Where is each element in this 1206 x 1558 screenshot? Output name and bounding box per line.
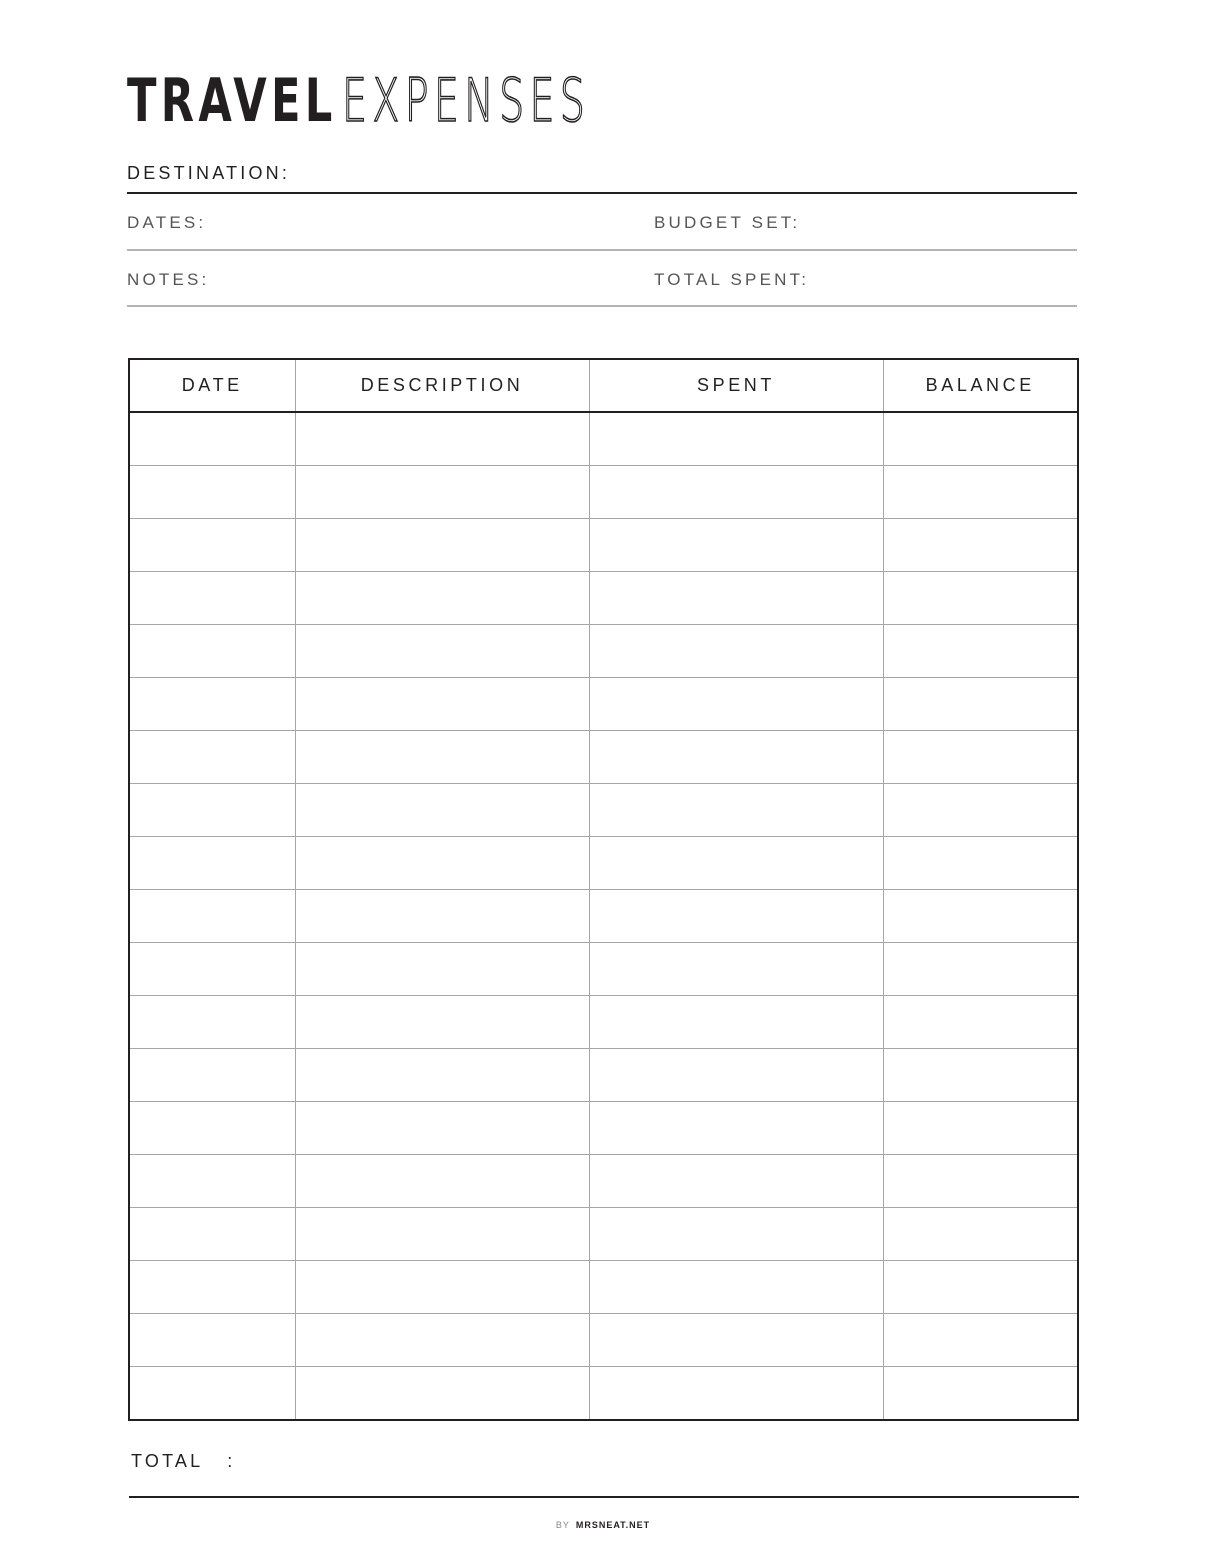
- notes-label: NOTES:: [127, 270, 210, 289]
- cell-spent[interactable]: [589, 890, 883, 943]
- column-header-spent: SPENT: [589, 359, 883, 412]
- cell-date[interactable]: [129, 1102, 295, 1155]
- cell-balance[interactable]: [883, 837, 1078, 890]
- cell-date[interactable]: [129, 1314, 295, 1367]
- cell-spent[interactable]: [589, 837, 883, 890]
- cell-spent[interactable]: [589, 1261, 883, 1314]
- column-header-date: DATE: [129, 359, 295, 412]
- table-row: [129, 678, 1078, 731]
- cell-spent[interactable]: [589, 784, 883, 837]
- cell-balance[interactable]: [883, 1102, 1078, 1155]
- table-row: [129, 1314, 1078, 1367]
- cell-date[interactable]: [129, 996, 295, 1049]
- cell-description[interactable]: [295, 943, 589, 996]
- cell-spent[interactable]: [589, 943, 883, 996]
- cell-description[interactable]: [295, 412, 589, 466]
- cell-date[interactable]: [129, 466, 295, 519]
- cell-date[interactable]: [129, 1049, 295, 1102]
- cell-balance[interactable]: [883, 1155, 1078, 1208]
- dates-label: DATES:: [127, 213, 207, 232]
- cell-balance[interactable]: [883, 1367, 1078, 1421]
- total-line[interactable]: [129, 1496, 1079, 1498]
- column-header-balance: BALANCE: [883, 359, 1078, 412]
- cell-description[interactable]: [295, 837, 589, 890]
- table-row: [129, 890, 1078, 943]
- cell-description[interactable]: [295, 519, 589, 572]
- footer-credit: [0, 1520, 1206, 1530]
- table-row: [129, 1102, 1078, 1155]
- cell-spent[interactable]: [589, 625, 883, 678]
- footer-site: MRSNEAT.NET: [575, 1520, 651, 1530]
- cell-spent[interactable]: [589, 1208, 883, 1261]
- cell-spent[interactable]: [589, 572, 883, 625]
- cell-description[interactable]: [295, 1208, 589, 1261]
- page-title: [127, 66, 591, 136]
- total-label: TOTAL :: [131, 1451, 236, 1471]
- cell-date[interactable]: [129, 1208, 295, 1261]
- cell-description[interactable]: [295, 1049, 589, 1102]
- footer-by: BY: [555, 1520, 570, 1530]
- notes-total-line[interactable]: [127, 305, 1077, 307]
- cell-description[interactable]: [295, 1155, 589, 1208]
- column-header-description: DESCRIPTION: [295, 359, 589, 412]
- expenses-table: [128, 358, 1079, 1421]
- cell-date[interactable]: [129, 943, 295, 996]
- cell-date[interactable]: [129, 572, 295, 625]
- table-row: [129, 519, 1078, 572]
- cell-spent[interactable]: [589, 1367, 883, 1421]
- table-row: [129, 572, 1078, 625]
- cell-description[interactable]: [295, 1261, 589, 1314]
- table-row: [129, 466, 1078, 519]
- cell-balance[interactable]: [883, 943, 1078, 996]
- cell-date[interactable]: [129, 890, 295, 943]
- table-row: [129, 784, 1078, 837]
- cell-balance[interactable]: [883, 1049, 1078, 1102]
- cell-description[interactable]: [295, 996, 589, 1049]
- cell-description[interactable]: [295, 572, 589, 625]
- title-bold: TRAVEL: [127, 66, 337, 136]
- table-row: [129, 1367, 1078, 1421]
- cell-balance[interactable]: [883, 1261, 1078, 1314]
- cell-spent[interactable]: [589, 996, 883, 1049]
- table-row: [129, 731, 1078, 784]
- cell-balance[interactable]: [883, 731, 1078, 784]
- cell-date[interactable]: [129, 784, 295, 837]
- dates-budget-line[interactable]: [127, 249, 1077, 251]
- cell-spent[interactable]: [589, 519, 883, 572]
- cell-spent[interactable]: [589, 412, 883, 466]
- cell-date[interactable]: [129, 412, 295, 466]
- cell-description[interactable]: [295, 625, 589, 678]
- table-row: [129, 412, 1078, 466]
- cell-spent[interactable]: [589, 1049, 883, 1102]
- table-row: [129, 625, 1078, 678]
- cell-spent[interactable]: [589, 1314, 883, 1367]
- table-header-row: [129, 359, 1078, 412]
- cell-balance[interactable]: [883, 466, 1078, 519]
- cell-spent[interactable]: [589, 678, 883, 731]
- cell-balance[interactable]: [883, 996, 1078, 1049]
- cell-description[interactable]: [295, 1367, 589, 1421]
- table-row: [129, 837, 1078, 890]
- table-row: [129, 996, 1078, 1049]
- cell-balance[interactable]: [883, 784, 1078, 837]
- cell-description[interactable]: [295, 466, 589, 519]
- cell-description[interactable]: [295, 1314, 589, 1367]
- cell-date[interactable]: [129, 625, 295, 678]
- cell-date[interactable]: [129, 1155, 295, 1208]
- cell-spent[interactable]: [589, 1102, 883, 1155]
- cell-description[interactable]: [295, 890, 589, 943]
- title-light: EXPENSES: [342, 66, 591, 136]
- table-row: [129, 943, 1078, 996]
- table-row: [129, 1049, 1078, 1102]
- cell-balance[interactable]: [883, 625, 1078, 678]
- table-row: [129, 1208, 1078, 1261]
- cell-spent[interactable]: [589, 466, 883, 519]
- table-row: [129, 1261, 1078, 1314]
- cell-date[interactable]: [129, 837, 295, 890]
- cell-spent[interactable]: [589, 731, 883, 784]
- cell-date[interactable]: [129, 519, 295, 572]
- cell-description[interactable]: [295, 784, 589, 837]
- cell-date[interactable]: [129, 1367, 295, 1421]
- cell-balance[interactable]: [883, 890, 1078, 943]
- cell-date[interactable]: [129, 678, 295, 731]
- cell-balance[interactable]: [883, 1314, 1078, 1367]
- budget-set-label: BUDGET SET:: [654, 213, 801, 232]
- total-spent-label: TOTAL SPENT:: [654, 270, 810, 289]
- destination-label: DESTINATION:: [127, 163, 291, 183]
- cell-date[interactable]: [129, 1261, 295, 1314]
- cell-description[interactable]: [295, 1102, 589, 1155]
- cell-balance[interactable]: [883, 572, 1078, 625]
- table-row: [129, 1155, 1078, 1208]
- cell-date[interactable]: [129, 731, 295, 784]
- cell-balance[interactable]: [883, 412, 1078, 466]
- cell-spent[interactable]: [589, 1155, 883, 1208]
- cell-balance[interactable]: [883, 519, 1078, 572]
- cell-balance[interactable]: [883, 1208, 1078, 1261]
- cell-balance[interactable]: [883, 678, 1078, 731]
- cell-description[interactable]: [295, 731, 589, 784]
- destination-line[interactable]: [127, 192, 1077, 194]
- cell-description[interactable]: [295, 678, 589, 731]
